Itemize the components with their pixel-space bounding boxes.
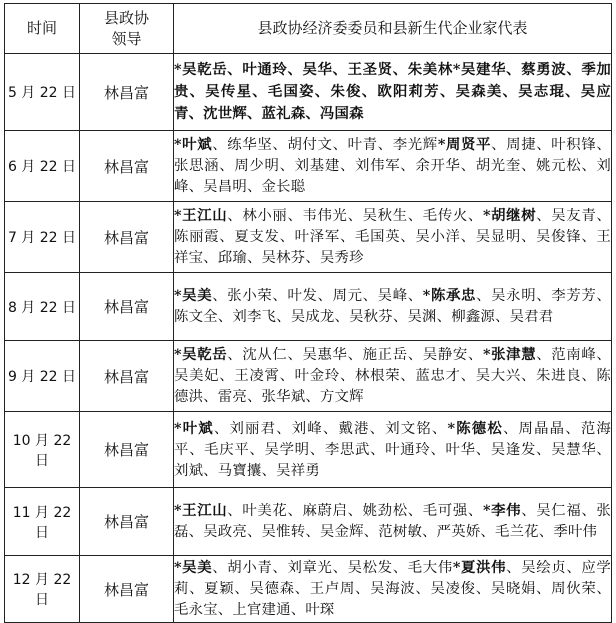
row-members <box>174 131 612 202</box>
member-names: 、吴友青、陈丽霞、夏支发、叶泽军、毛国英、吴小洋、吴显明、吴俊锋、王祥宝、邱瑜、吴林芬、吴秀珍 <box>174 208 611 266</box>
header-leader-line1: 县政协 <box>103 8 149 27</box>
member-names: 、周晶晶、范海平、毛庆平、吴学明、李思武、叶通玲、叶华、吴逢发、吴慧华、刘斌、马寶攮、吴祥勇 <box>174 420 611 479</box>
member-names: 、练华坚、胡付文、叶青、李光辉 <box>212 137 438 153</box>
row-date: 6 月 22 日 <box>5 131 80 202</box>
header-leader-line2: 领导 <box>111 29 142 48</box>
member-name-starred: 张津慧 <box>490 346 537 363</box>
member-name-starred: 王江山 <box>181 207 228 224</box>
row-leader: 林昌富 <box>80 556 174 623</box>
row-leader: 林昌富 <box>80 202 174 273</box>
member-name-starred: 吴美 <box>181 287 213 304</box>
member-names: 、林小丽、韦伟光、吴秋生、毛传火、 <box>227 208 483 224</box>
row-date: 12 月 22 日 <box>5 556 80 623</box>
member-names: 、沈从仁、吴惠华、施正岳、吴静安、 <box>227 347 483 363</box>
header-time: 时间 <box>5 4 80 54</box>
row-members <box>174 341 612 412</box>
row-members <box>174 556 612 623</box>
member-name-starred: 吴美 <box>181 559 213 576</box>
header-row <box>5 4 612 54</box>
row-leader: 林昌富 <box>80 488 174 556</box>
row-members <box>174 273 612 341</box>
row-date: 9 月 22 日 <box>5 341 80 412</box>
row-date: 7 月 22 日 <box>5 202 80 273</box>
row-leader: 林昌富 <box>80 273 174 341</box>
member-names: 、张小荣、叶发、周元、吴峰、 <box>212 288 423 304</box>
star-icon: * <box>452 61 461 78</box>
member-names: 、吴仁福、张磊、吴政亮、吴惟转、吴金辉、范树敏、严英娇、毛兰花、季叶伟 <box>174 503 611 540</box>
table-row <box>5 202 612 273</box>
member-names: 、吴绘贞、应学莉、夏颖、吴德森、王卢周、吴海波、吴凌俊、吴晓娟、周伙荣、毛永宝、上官建通、叶琛 <box>174 560 611 618</box>
member-name-starred: 吴乾岳、叶通玲、吴华、王圣贤、朱美林 <box>181 61 453 78</box>
member-name-starred: 周贤平 <box>445 136 492 153</box>
member-name-starred: 陈承忠 <box>430 287 477 304</box>
member-names: 、吴永明、李芳芳、陈文全、刘李飞、吴成龙、吴秋芬、吴渊、柳鑫源、吴君君 <box>174 288 611 325</box>
star-icon: * <box>174 207 182 224</box>
star-icon: * <box>174 61 182 78</box>
member-names: 、周捷、叶积锋、张思涵、周少明、刘基建、刘伟军、余开华、胡光奎、姚元松、刘峰、吴昌明、金长聪 <box>174 137 611 195</box>
star-icon: * <box>174 419 182 437</box>
row-members <box>174 488 612 556</box>
member-name-starred: 叶斌 <box>181 136 213 153</box>
row-members <box>174 202 612 273</box>
star-icon: * <box>482 502 491 519</box>
member-names: 、叶美花、麻蔚启、姚劲松、毛可强、 <box>227 503 483 519</box>
member-name-starred: 陈德松 <box>455 419 503 437</box>
member-names: 、刘丽君、刘峰、戴港、刘文铭、 <box>213 420 448 437</box>
row-leader: 林昌富 <box>80 54 174 131</box>
star-icon: * <box>174 559 182 576</box>
star-icon: * <box>482 207 491 224</box>
table-row <box>5 54 612 131</box>
row-leader: 林昌富 <box>80 412 174 488</box>
row-date: 8 月 22 日 <box>5 273 80 341</box>
member-name-starred: 吴建华、蔡勇波、季加贵、吴传星、毛国姿、朱俊、欧阳莉芳、吴森美、吴志琨、吴应青、沈世辉、蓝礼森、冯国森 <box>174 61 611 122</box>
row-leader: 林昌富 <box>80 131 174 202</box>
member-name-starred: 夏洪伟 <box>460 559 507 576</box>
member-names: 、范南峰、吴美妃、王凌霄、叶金玲、林根荣、蓝忠才、吴大兴、朱进良、陈德洪、雷亮、张华斌、方文辉 <box>174 347 611 405</box>
table-row <box>5 412 612 488</box>
member-names: 、胡小青、刘章光、吴松发、毛大伟 <box>212 560 453 576</box>
row-date: 10 月 22 日 <box>5 412 80 488</box>
table-row <box>5 556 612 623</box>
star-icon: * <box>482 346 491 363</box>
table-row <box>5 488 612 556</box>
member-name-starred: 王江山 <box>181 502 228 519</box>
table-row <box>5 131 612 202</box>
star-icon: * <box>174 346 182 363</box>
table-row <box>5 341 612 412</box>
row-members <box>174 54 612 131</box>
member-name-starred: 李伟 <box>490 502 522 519</box>
member-name-starred: 叶斌 <box>181 419 214 437</box>
member-name-starred: 吴乾岳 <box>181 346 228 363</box>
row-leader: 林昌富 <box>80 341 174 412</box>
row-date: 5 月 22 日 <box>5 54 80 131</box>
header-members: 县政协经济委委员和县新生代企业家代表 <box>174 4 612 54</box>
table-body <box>5 54 612 623</box>
star-icon: * <box>437 136 446 153</box>
schedule-table <box>4 3 612 623</box>
star-icon: * <box>422 287 431 304</box>
row-members <box>174 412 612 488</box>
header-leader <box>80 4 174 54</box>
star-icon: * <box>174 136 182 153</box>
table-row <box>5 273 612 341</box>
star-icon: * <box>447 419 456 437</box>
star-icon: * <box>452 559 461 576</box>
star-icon: * <box>174 502 182 519</box>
star-icon: * <box>174 287 182 304</box>
member-name-starred: 胡继树 <box>490 207 537 224</box>
row-date: 11 月 22 日 <box>5 488 80 556</box>
